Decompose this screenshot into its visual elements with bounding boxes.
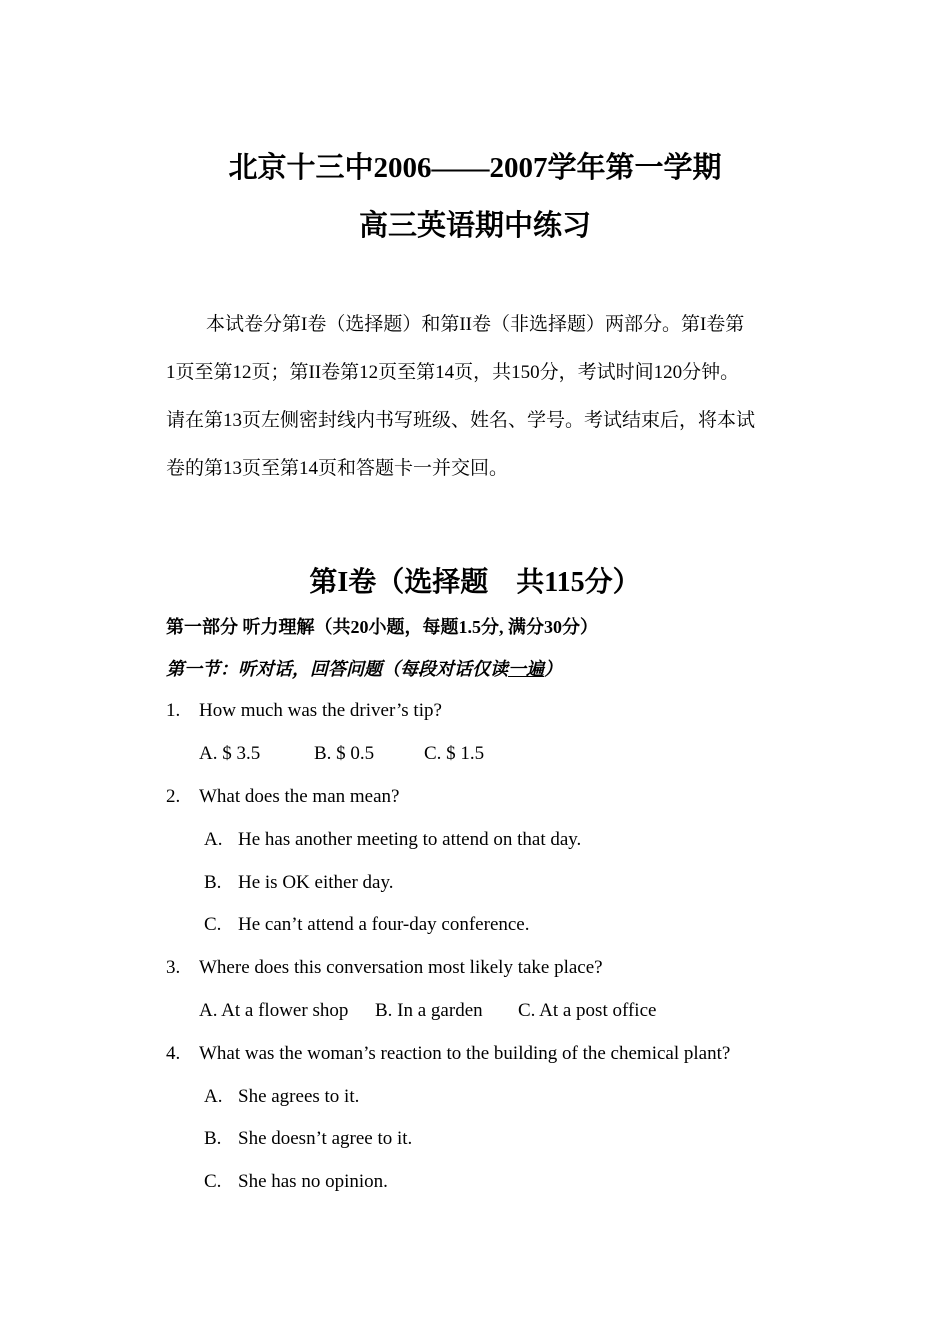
question-4-text: What was the woman’s reaction to the building of the chemical plant? — [199, 1043, 731, 1064]
question-2-text: What does the man mean? — [199, 786, 400, 807]
question-3-option-b: B. In a garden — [375, 1000, 483, 1021]
question-1-option-a: A. $ 3.5 — [199, 743, 261, 764]
question-2-option-b-letter: B. — [204, 872, 222, 893]
question-4-option-a-letter: A. — [204, 1086, 223, 1107]
question-3-number: 3. — [166, 957, 181, 978]
section-title: 第I卷（选择题 共115分） — [309, 567, 641, 598]
question-2-number: 2. — [166, 786, 181, 807]
question-4-option-b-text: She doesn’t agree to it. — [238, 1128, 413, 1149]
question-4-option-b-letter: B. — [204, 1128, 222, 1149]
question-1-text: How much was the driver’s tip? — [199, 700, 442, 721]
question-2-option-a-text: He has another meeting to attend on that day. — [238, 829, 582, 850]
subsection-title-underlined: 一遍 — [508, 659, 544, 679]
question-2-option-c-text: He can’t attend a four-day conference. — [238, 914, 530, 935]
part-title: 第一部分 听力理解（共20小题，每题1.5分, 满分30分） — [166, 617, 598, 637]
intro-line-3: 请在第13页左侧密封线内书写班级、姓名、学号。考试结束后，将本试 — [166, 410, 756, 431]
question-3-text: Where does this conversation most likely take place? — [199, 957, 603, 978]
question-3-option-a: A. At a flower shop — [199, 1000, 349, 1021]
subsection-title-end: ） — [544, 659, 562, 679]
question-1-option-b: B. $ 0.5 — [314, 743, 375, 764]
question-2-option-b-text: He is OK either day. — [238, 872, 394, 893]
question-4-option-c-text: She has no opinion. — [238, 1171, 388, 1192]
document-title-line1: 北京十三中2006——2007学年第一学期 — [228, 152, 722, 184]
intro-line-2: 1页至第12页；第II卷第12页至第14页，共150分，考试时间120分钟。 — [166, 362, 740, 383]
question-4-option-c-letter: C. — [204, 1171, 222, 1192]
question-2-option-a-letter: A. — [204, 829, 223, 850]
question-4-option-a-text: She agrees to it. — [238, 1086, 360, 1107]
question-1-option-c: C. $ 1.5 — [424, 743, 485, 764]
intro-line-4: 卷的第13页至第14页和答题卡一并交回。 — [166, 458, 509, 479]
subsection-title — [166, 656, 562, 682]
question-2-option-c-letter: C. — [204, 914, 222, 935]
question-3-option-c: C. At a post office — [518, 1000, 657, 1021]
document-title-line2: 高三英语期中练习 — [358, 210, 591, 242]
subsection-title-text: 第一节：听对话，回答问题（每段对话仅读 — [166, 659, 508, 679]
intro-line-1: 本试卷分第I卷（选择题）和第II卷（非选择题）两部分。第I卷第 — [206, 314, 745, 335]
question-4-number: 4. — [166, 1043, 181, 1064]
question-1-number: 1. — [166, 700, 181, 721]
